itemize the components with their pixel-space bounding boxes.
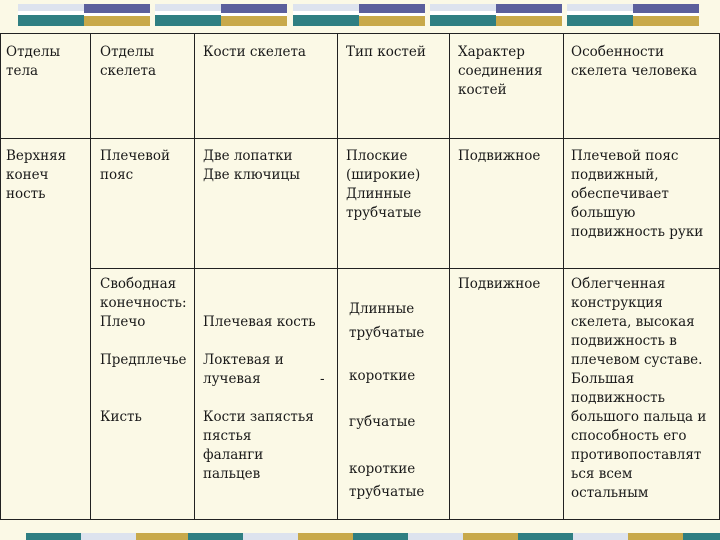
- stripe-block: [628, 533, 683, 540]
- cell-hand-bones: Кости запястья пястья фаланги пальцев: [203, 409, 314, 482]
- table-row-separator: [90, 268, 720, 269]
- cell-body-part-upper-limb: Верхняя конеч ность: [6, 148, 67, 202]
- stripe-block: [633, 4, 699, 26]
- stripe-block: [430, 4, 496, 26]
- stripe-block: [243, 533, 298, 540]
- stripe-block: [573, 533, 628, 540]
- cell-girdle-features: Плечевой пояс подвижный, обеспечивает большую подвижность руки: [571, 148, 704, 240]
- cell-girdle-bone-type: Плоские (широкие) Длинные трубчатые: [346, 148, 422, 221]
- table-col-line-3: [337, 33, 338, 520]
- header-skeleton-sections: Отделы скелета: [100, 44, 157, 79]
- stripe-block: [298, 533, 353, 540]
- table-col-line-4: [449, 33, 450, 520]
- cell-forearm-bones: Локтевая и лучевая: [203, 352, 284, 387]
- stripe-block: [293, 4, 359, 26]
- stripe-block: [26, 533, 81, 540]
- cell-hand: Кисть: [100, 409, 142, 425]
- top-decorative-band: [0, 0, 720, 30]
- cell-dash: -: [320, 371, 325, 387]
- table-col-line-1: [90, 33, 91, 520]
- cell-limb-features: Облегченная конструкция скелета, высокая подвижность в плечевом суставе. Большая подвижность большого пальца и способность его противопоставлят ься всем остальным: [571, 276, 707, 501]
- stripe-block: [188, 533, 243, 540]
- stripe-block: [136, 533, 191, 540]
- stripe-block: [84, 4, 150, 26]
- cell-long-tubular: Длинные трубчатые: [349, 301, 425, 341]
- header-skeleton-bones: Кости скелета: [203, 44, 306, 60]
- cell-short-tubular: короткие трубчатые: [349, 461, 425, 500]
- cell-shoulder-girdle: Плечевой пояс: [100, 148, 170, 183]
- stripe-block: [496, 4, 562, 26]
- stripe-block: [567, 4, 633, 26]
- cell-girdle-bones: Две лопатки Две ключицы: [203, 148, 300, 183]
- cell-spongy: губчатые: [349, 414, 416, 430]
- stripe-block: [518, 533, 573, 540]
- cell-humerus: Плечевая кость: [203, 314, 316, 330]
- table-border-left: [0, 33, 1, 520]
- stripe-block: [353, 533, 408, 540]
- header-skeleton-features: Особенности скелета человека: [571, 44, 698, 79]
- cell-forearm: Предплечье: [100, 352, 187, 368]
- header-body-parts: Отделы тела: [6, 44, 61, 79]
- table-border-bottom: [0, 519, 720, 520]
- stripe-block: [155, 4, 221, 26]
- stripe-block: [683, 533, 720, 540]
- cell-free-limb: Свободная конечность: Плечо: [100, 276, 187, 330]
- cell-short: короткие: [349, 368, 416, 384]
- stripe-block: [18, 4, 84, 26]
- table-col-line-5: [563, 33, 564, 520]
- header-bone-type: Тип костей: [346, 44, 426, 60]
- cell-girdle-joint: Подвижное: [458, 148, 541, 164]
- stripe-block: [221, 4, 287, 26]
- table-border-top: [0, 33, 720, 34]
- table-col-line-2: [194, 33, 195, 520]
- header-joint-type: Характер соединения костей: [458, 44, 543, 98]
- table-header-separator: [0, 138, 720, 139]
- bottom-decorative-band: [0, 533, 720, 540]
- stripe-block: [359, 4, 425, 26]
- stripe-block: [463, 533, 518, 540]
- stripe-block: [408, 533, 463, 540]
- stripe-block: [81, 533, 136, 540]
- cell-limb-joint: Подвижное: [458, 276, 541, 292]
